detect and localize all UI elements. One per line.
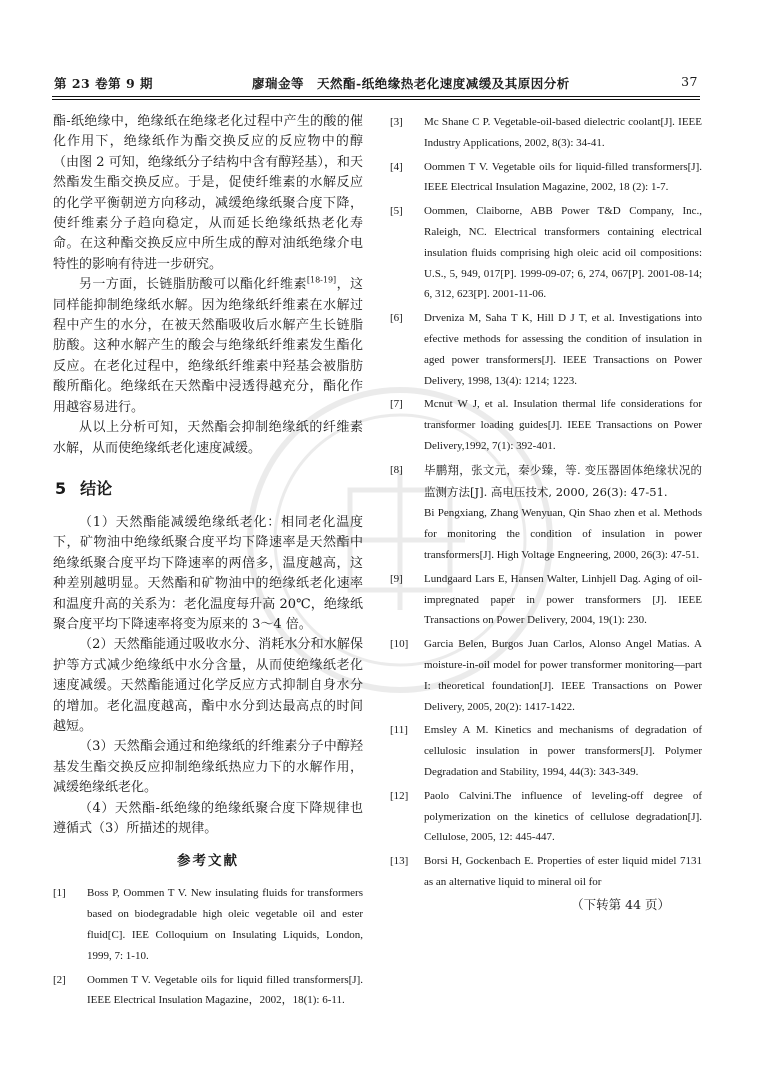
- reference-item: [390, 157, 702, 199]
- reference-item: [390, 112, 702, 154]
- reference-number: [4]: [390, 160, 403, 173]
- paragraph-text: ，这同样能抑制绝缘纸水解。因为绝缘纸纤维素在水解过程中产生的水分，在被天然酯吸收后水解产生长链脂肪酸。这种水解产生的酸会与绝缘纸纤维素发生酯化反应。在老化过程中，绝缘纸纤维素中羟基会被脂肪酸所酯化。绝缘纸在天然酯中浸透得越充分，酯化作用越容易进行。: [53, 277, 363, 415]
- journal-volume: 第 23 卷第 9 期: [54, 76, 153, 91]
- reference-item: [390, 201, 702, 305]
- section-number: 5: [55, 478, 67, 498]
- reference-number: [12]: [390, 789, 409, 802]
- reference-item: [390, 786, 702, 848]
- reference-item: [53, 970, 363, 1012]
- paragraph: [53, 275, 363, 418]
- reference-number: [8]: [390, 463, 403, 476]
- running-title: 廖瑞金等 天然酯-纸绝缘热老化速度减缓及其原因分析: [252, 76, 570, 91]
- reference-number: [2]: [53, 973, 66, 986]
- reference-text: Drveniza M, Saha T K, Hill D J T, et al. Investigations into efective methods for assessing the condition of insulation in aged power transformers[J]. IEEE Transactions on Power Delivery, 1998, 13(4): 1214; 1223.: [424, 312, 702, 387]
- reference-number: [7]: [390, 398, 403, 411]
- reference-text: Emsley A M. Kinetics and mechanisms of degradation of cellulosic insulation in power transformers[J]. Polymer Degradation and Stability, 1994, 44(3): 343-349.: [424, 724, 702, 778]
- reference-item: [390, 394, 702, 456]
- paragraph: 从以上分析可知，天然酯会抑制绝缘纸的纤维素水解，从而使绝缘纸老化速度减缓。: [53, 420, 363, 456]
- conclusion-item: （4）天然酯-纸绝缘的绝缘纸聚合度下降规律也遵循式（3）所描述的规律。: [53, 800, 363, 836]
- paragraph-text: 另一方面，长链脂肪酸可以酯化纤维素: [79, 277, 307, 293]
- reference-item: [390, 720, 702, 782]
- reference-number: [11]: [390, 724, 408, 737]
- header-rule: [52, 96, 700, 97]
- reference-number: [5]: [390, 205, 403, 218]
- reference-text: Mc Shane C P. Vegetable-oil-based dielectric coolant[J]. IEEE Industry Applications, 2002, 8(3): 34-41.: [424, 116, 702, 149]
- reference-item: [390, 634, 702, 717]
- reference-number: [1]: [53, 887, 66, 900]
- reference-number: [3]: [390, 116, 403, 128]
- reference-text: Oommen, Claiborne, ABB Power T&D Company, Inc., Raleigh, NC. Electrical transformers containing electrical insulation fluids comprising high oleic acid oil compositions: U.S., 5, 949, 017[P]. 1999-09-07; 6, 274, 067[P]. 2001-08-14; 6, 312, 623[P]. 2001-11-06.: [424, 205, 702, 301]
- citation: [18-19]: [306, 275, 337, 285]
- reference-text: Paolo Calvini.The influence of leveling-off degree of polymerization on the kinetics of cellulose degradation[J]. Cellulose, 2005, 12: 445-447.: [424, 789, 702, 844]
- page-number: 37: [681, 74, 698, 89]
- reference-text: Oommen T V. Vegetable oils for liquid-filled transformers[J]. IEEE Electrical Insulation Magazine, 2002, 18 (2): 1-7.: [424, 160, 702, 194]
- section-heading: [55, 477, 363, 501]
- reference-number: [6]: [390, 312, 403, 325]
- conclusion-item: （3）天然酯会通过和绝缘纸的纤维素分子中醇羟基发生酯交换反应抑制绝缘纸热应力下的水解作用，减缓绝缘纸老化。: [53, 739, 363, 796]
- reference-text: Garcia Belen, Burgos Juan Carlos, Alonso Angel Matias. A moisture-in-oil model for power transformer monitoring—part I: theoretical foundation[J]. IEEE Transactions on Power Delivery, 2005, 20(2): 1417-1422.: [424, 638, 702, 713]
- running-header: [52, 74, 700, 96]
- reference-number: [13]: [390, 855, 409, 868]
- left-column: [53, 112, 363, 1011]
- conclusion-item: （1）天然酯能减缓绝缘纸老化：相同老化温度下，矿物油中绝缘纸聚合度平均下降速率是天然酯中绝缘纸聚合度平均下降速率的两倍多，温度越高，这种差别越明显。天然酯和矿物油中的绝缘纸老化速率和温度升高的关系为：老化温度每升高 20℃，绝缘纸聚合度平均下降速率将变为原来的 3～4 倍。: [53, 514, 363, 632]
- reference-text: Oommen T V. Vegetable oils for liquid filled transformers[J]. IEEE Electrical Insulation Magazine，2002，18(1): 6-11.: [87, 973, 363, 1007]
- references-heading: 参考文献: [177, 853, 239, 870]
- reference-text: Lundgaard Lars E, Hansen Walter, Linhjell Dag. Aging of oil-impregnated paper in power transformers [J]. IEEE Transactions on Power Delivery, 2004, 19(1): 230.: [424, 572, 702, 627]
- reference-text-chinese: 毕鹏翔，张文元，秦少臻，等. 变压器固体绝缘状况的监测方法[J]. 高电压技术, 2000, 26(3): 47-51.: [424, 462, 702, 499]
- header-rule-thin: [52, 99, 700, 100]
- reference-text: Bi Pengxiang, Zhang Wenyuan, Qin Shao zhen et al. Methods for monitoring the condition of insulation in power transformers[J]. High Voltage Engneering, 2000, 26(3): 47-51.: [424, 507, 702, 561]
- reference-item: [390, 460, 702, 566]
- reference-number: [9]: [390, 572, 403, 585]
- reference-text: Borsi H, Gockenbach E. Properties of ester liquid midel 7131 as an alternative liquid to mineral oil for: [424, 855, 702, 888]
- continued-note: （下转第 44 页）: [571, 896, 670, 912]
- reference-text: Mcnut W J, et al. Insulation thermal life considerations for transformer loading guides[J]. IEEE Transactions on Power Delivery,1992, 7(1): 392-401.: [424, 398, 702, 452]
- reference-item: [390, 308, 702, 391]
- reference-item: [390, 569, 702, 631]
- reference-text: Boss P, Oommen T V. New insulating fluids for transformers based on biodegradable high oleic vegetable oil and ester fluid[C]. IEE Colloquium on Insulating Liquids, London, 1999, 7: 1-10.: [87, 887, 363, 962]
- paragraph: 酯-纸绝缘中，绝缘纸在绝缘老化过程中产生的酸的催化作用下，绝缘纸作为酯交换反应的反应物中的醇（由图 2 可知，绝缘纸分子结构中含有醇羟基），和天然酯发生酯交换反应。于是，促使纤维素的水解反应的化学平衡朝逆方向移动，减缓绝缘纸聚合度下降，使纤维素分子趋向稳定，从而延长绝缘纸热老化寿命。在这种酯交换反应中所生成的醇对油纸绝缘介电特性的影响有待进一步研究。: [53, 114, 363, 272]
- reference-item: [53, 883, 363, 966]
- conclusion-item: （2）天然酯能通过吸收水分、消耗水分和水解保护等方式减少绝缘纸中水分含量，从而使绝缘纸老化速度减缓。天然酯能通过化学反应方式抑制自身水分的增加。老化温度越高，酯中水分到达最高点的时间越短。: [53, 637, 363, 734]
- section-title: 结论: [80, 478, 113, 498]
- right-column: [390, 112, 702, 917]
- reference-number: [10]: [390, 638, 409, 651]
- reference-item: [390, 851, 702, 893]
